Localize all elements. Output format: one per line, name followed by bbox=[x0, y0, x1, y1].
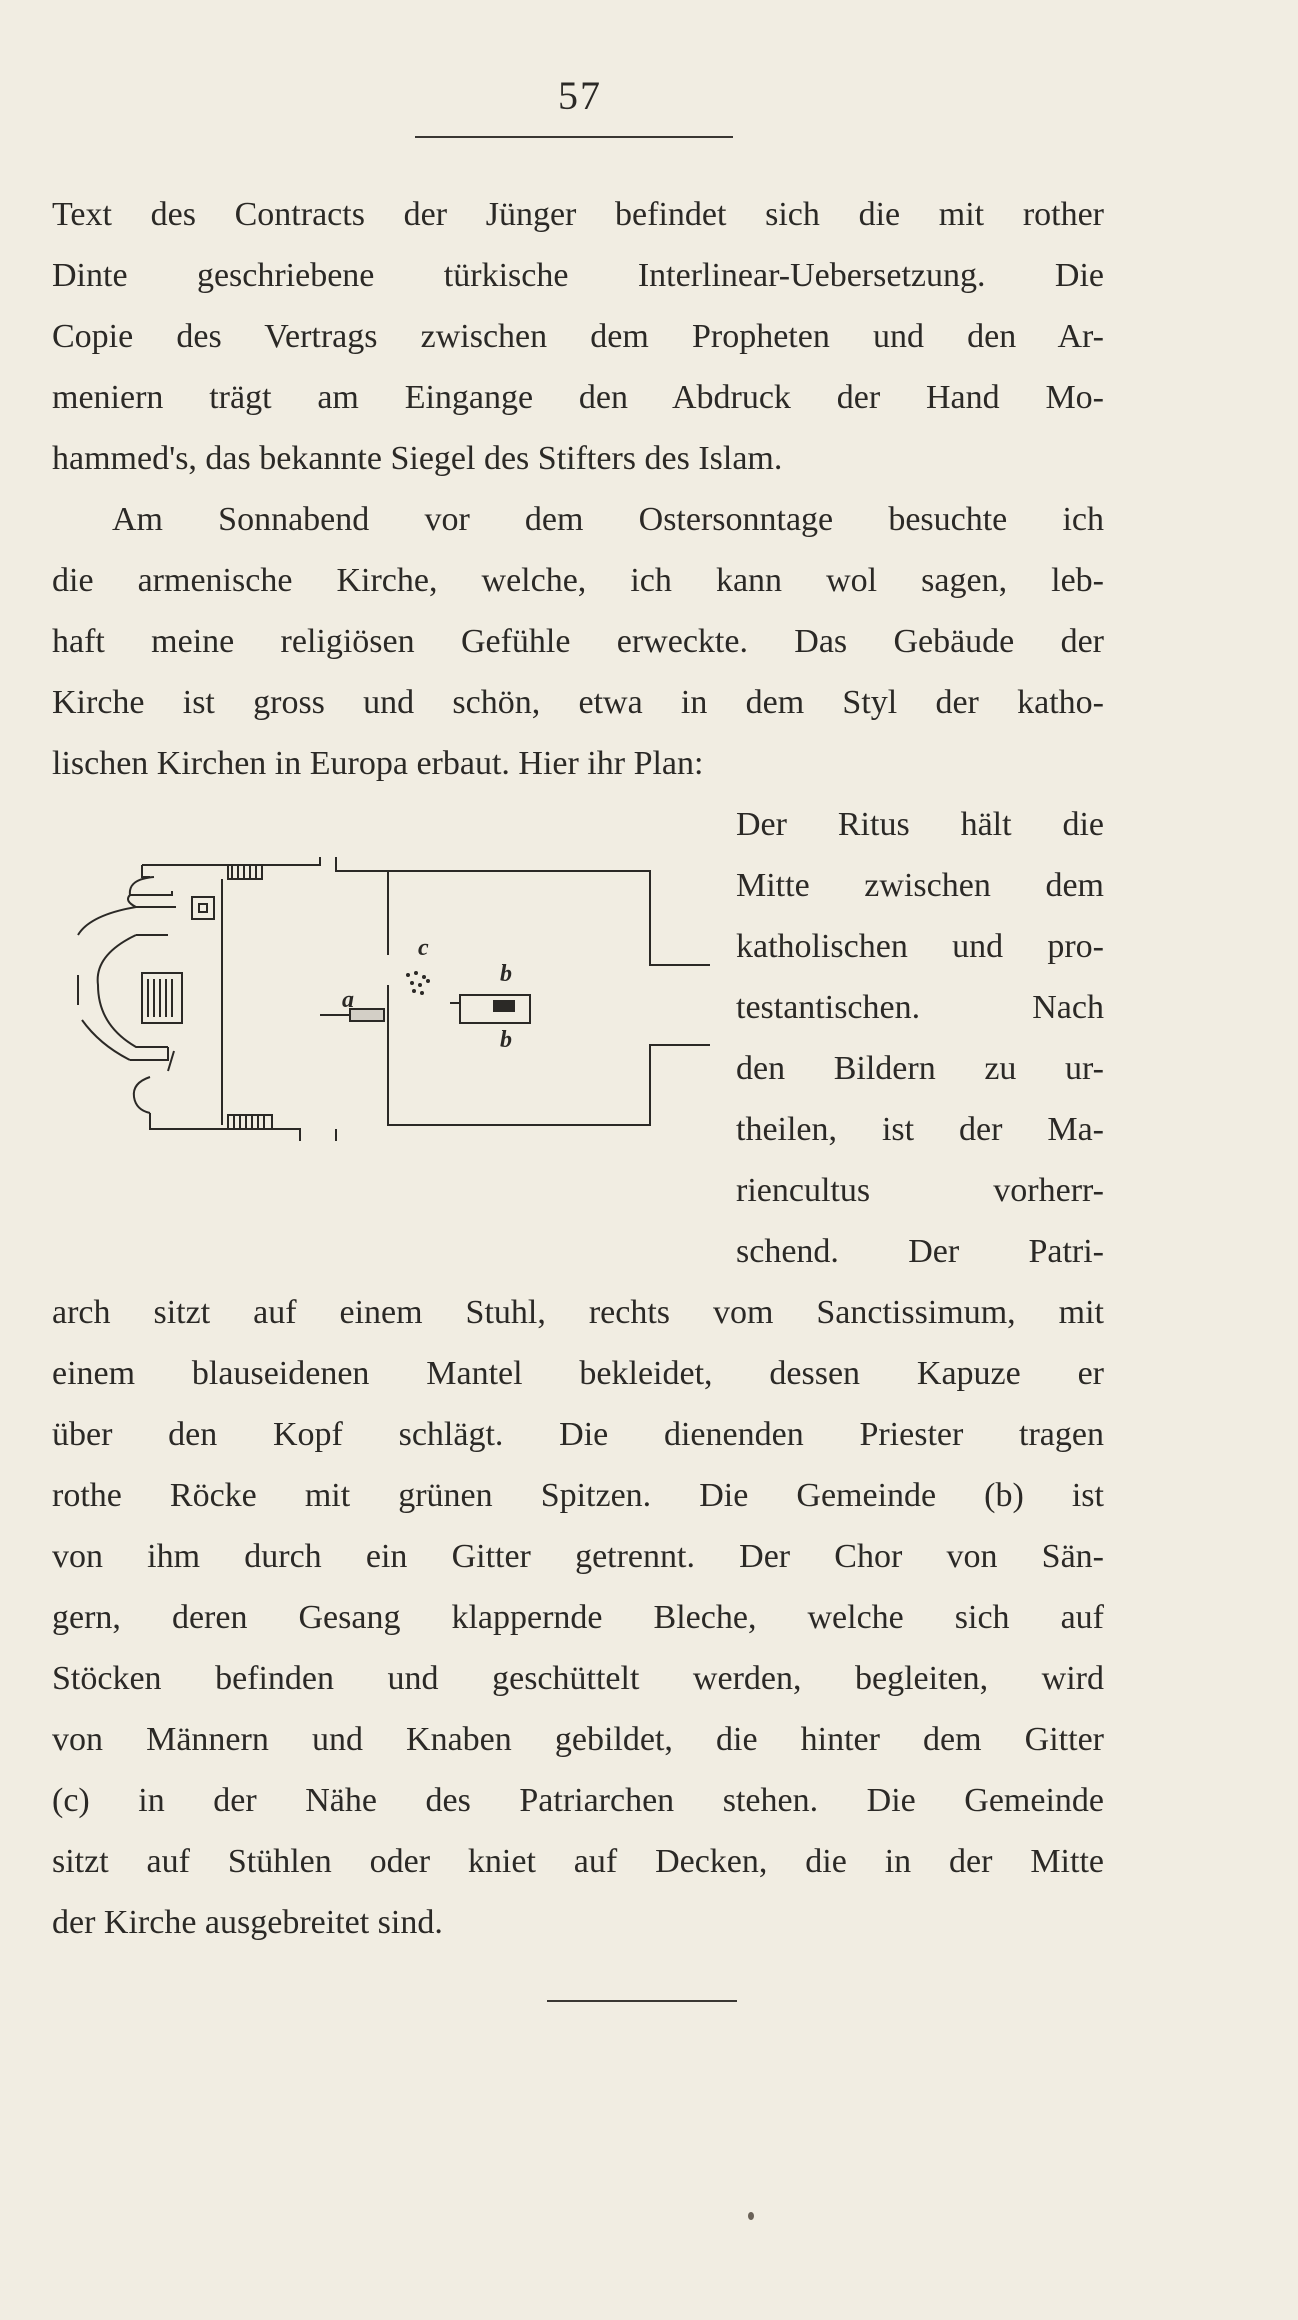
text-line: über den Kopf schlägt. Die dienenden Priester tragen bbox=[52, 1416, 1104, 1453]
text-line: katholischen und pro- bbox=[736, 928, 1104, 965]
ink-speck bbox=[748, 2212, 754, 2220]
text-line: (c) in der Nähe des Patriarchen stehen. Die Gemeinde bbox=[52, 1782, 1104, 1819]
text-line: theilen, ist der Ma- bbox=[736, 1111, 1104, 1148]
text-line: der Kirche ausgebreitet sind. bbox=[52, 1904, 443, 1941]
text-line: Stöcken befinden und geschüttelt werden, begleiten, wird bbox=[52, 1660, 1104, 1697]
header-rule bbox=[415, 136, 733, 138]
text-line: schend. Der Patri- bbox=[736, 1233, 1104, 1270]
plan-label-a: a bbox=[342, 987, 354, 1013]
text-line: riencultus vorherr- bbox=[736, 1172, 1104, 1209]
church-floor-plan bbox=[50, 835, 710, 1255]
text-line: hammed's, das bekannte Siegel des Stifters des Islam. bbox=[52, 440, 783, 477]
text-line: von ihm durch ein Gitter getrennt. Der Chor von Sän- bbox=[52, 1538, 1104, 1575]
text-line: meniern trägt am Eingange den Abdruck der Hand Mo- bbox=[52, 379, 1104, 416]
text-line: lischen Kirchen in Europa erbaut. Hier ihr Plan: bbox=[52, 745, 704, 782]
page-number: 57 bbox=[558, 73, 602, 118]
text-line: testantischen. Nach bbox=[736, 989, 1104, 1026]
plan-label-b-upper: b bbox=[500, 961, 512, 987]
text-line: arch sitzt auf einem Stuhl, rechts vom Sanctissimum, mit bbox=[52, 1294, 1104, 1331]
text-line: sitzt auf Stühlen oder kniet auf Decken, die in der Mitte bbox=[52, 1843, 1104, 1880]
floor-plan-drawing bbox=[50, 835, 710, 1255]
plan-label-b-lower: b bbox=[500, 1027, 512, 1053]
text-line: Mitte zwischen dem bbox=[736, 867, 1104, 904]
text-line: gern, deren Gesang klappernde Bleche, welche sich auf bbox=[52, 1599, 1104, 1636]
text-line: Am Sonnabend vor dem Ostersonntage besuchte ich bbox=[112, 501, 1104, 538]
plan-label-c: c bbox=[418, 935, 429, 961]
text-line: Copie des Vertrags zwischen dem Propheten und den Ar- bbox=[52, 318, 1104, 355]
footer-rule bbox=[547, 2000, 737, 2002]
plan-wall bbox=[336, 857, 710, 965]
text-line: Text des Contracts der Jünger befindet sich die mit rother bbox=[52, 196, 1104, 233]
text-line: von Männern und Knaben gebildet, die hinter dem Gitter bbox=[52, 1721, 1104, 1758]
text-line: den Bildern zu ur- bbox=[736, 1050, 1104, 1087]
text-line: die armenische Kirche, welche, ich kann wol sagen, leb- bbox=[52, 562, 1104, 599]
plan-wall bbox=[142, 857, 320, 865]
text-line: einem blauseidenen Mantel bekleidet, dessen Kapuze er bbox=[52, 1355, 1104, 1392]
text-line: rothe Röcke mit grünen Spitzen. Die Gemeinde (b) ist bbox=[52, 1477, 1104, 1514]
text-line: Dinte geschriebene türkische Interlinear-Uebersetzung. Die bbox=[52, 257, 1104, 294]
text-line: Kirche ist gross und schön, etwa in dem Styl der katho- bbox=[52, 684, 1104, 721]
text-line: haft meine religiösen Gefühle erweckte. Das Gebäude der bbox=[52, 623, 1104, 660]
text-line: Der Ritus hält die bbox=[736, 806, 1104, 843]
